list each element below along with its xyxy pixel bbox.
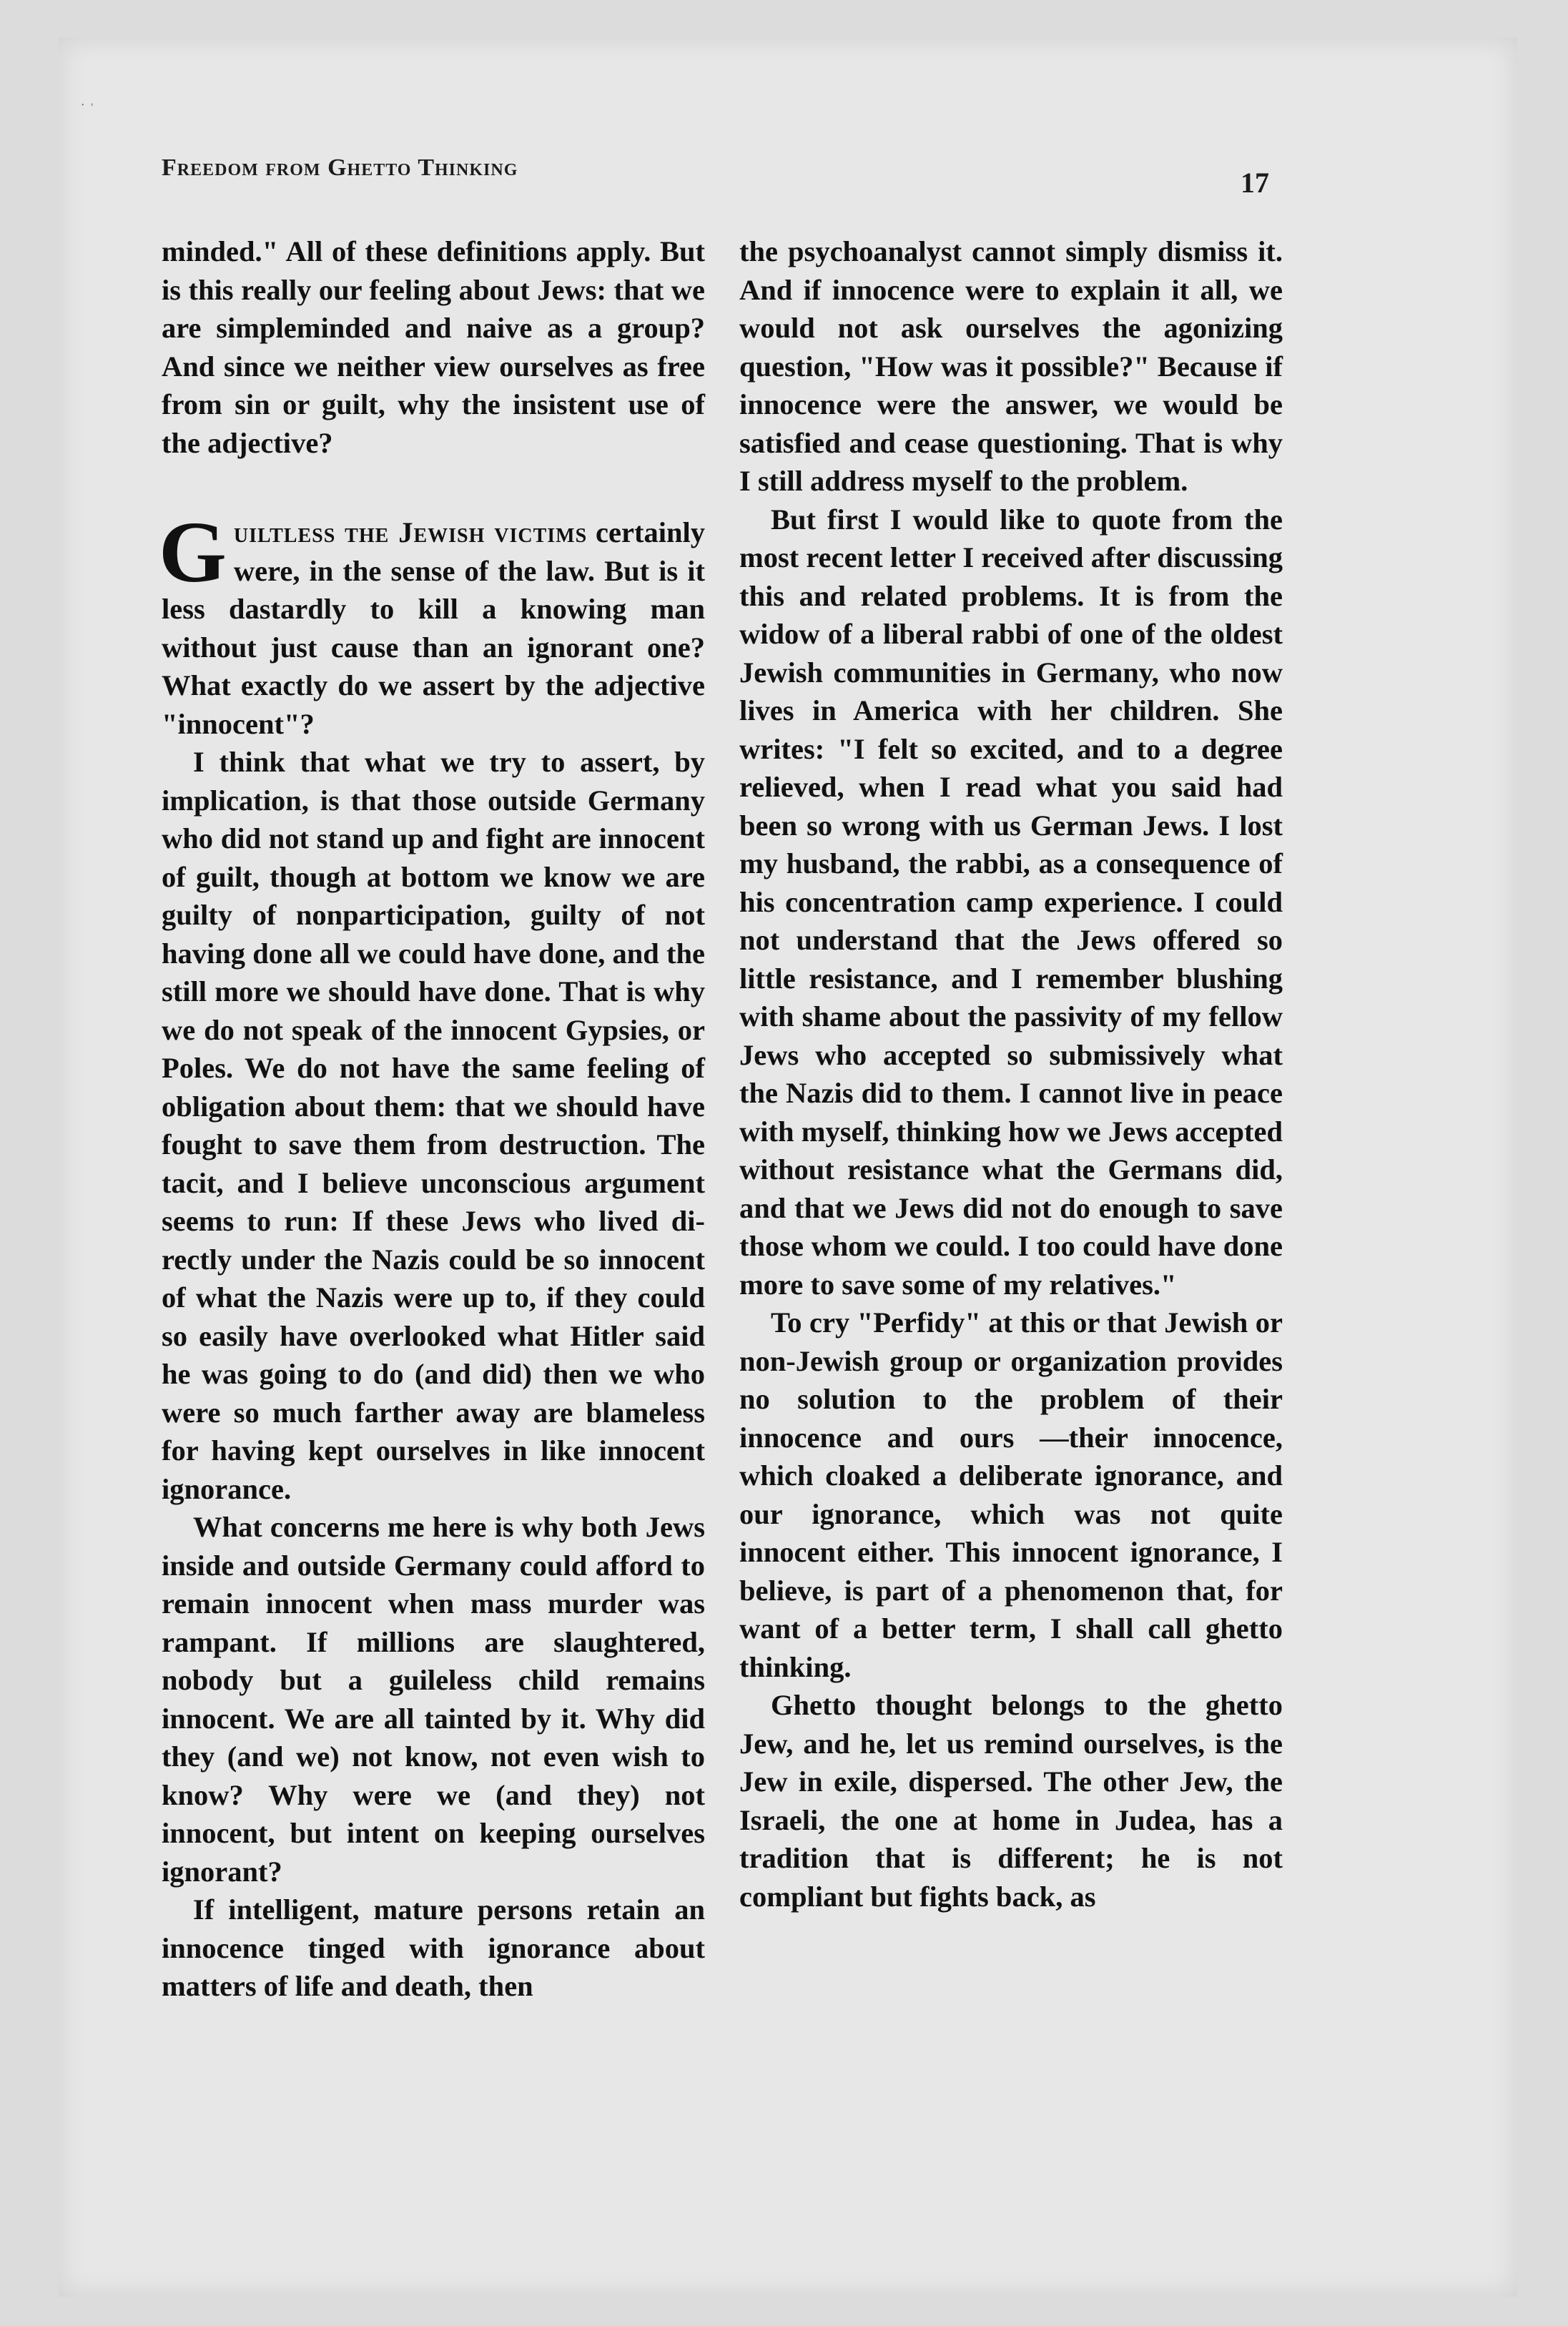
- right-column: [739, 232, 1283, 1916]
- section-text: certainly were, in the sense of the law. But is it less dastardly to kill a knowing man without just cause than an ignorant one? What exactly do we assert by the adjective "innocent"?: [162, 516, 705, 740]
- scan-smudge: ˙ ˈ: [80, 100, 95, 118]
- drop-cap: G: [159, 504, 227, 601]
- section-paragraph: [159, 504, 705, 743]
- left-column: [159, 232, 705, 2006]
- paragraph: If intelligent, mature persons retain an innocence tinged with ignorance about matters of life and death, then: [162, 1893, 705, 2002]
- paragraph: What concerns me here is why both Jews inside and outside Germany could afford to remain innocent when mass murder was rampant. If millions are slaughtered, nobody but a guileless child remains innocent. We are all tainted by it. Why did they (and we) not know, not even wish to know? Why were we (and they) not innocent, but intent on keeping ourselves ignorant?: [162, 1511, 705, 1888]
- paragraph: But first I would like to quote from the most recent letter I received after discussing this and related problems. It is from the widow of a liberal rabbi of one of the oldest Jewish communities in Germany, who now lives in America with her children. She writes: "I felt so excited, and to a degree relieved, when I read what you said had been so wrong with us German Jews. I lost my husband, the rabbi, as a consequence of his concentration camp experience. I could not understand that the Jews offered so little resistance, and I remember blushing with shame about the passivity of my fellow Jews who accepted so submissively what the Nazis did to them. I cannot live in peace with myself, thinking how we Jews accepted without resistance what the Germans did, and that we Jews did not do enough to save those whom we could. I too could have done more to save some of my relatives.": [739, 503, 1283, 1301]
- paragraph: minded." All of these definitions apply. But is this really our feeling about Jews: that we are simpleminded and naive as a group? And since we neither view ourselves as free from sin or guilt, why the insistent use of the adjective?: [162, 235, 705, 459]
- running-head: Freedom from Ghetto Thinking: [162, 154, 518, 181]
- paragraph: To cry "Perfidy" at this or that Jewish or non-Jewish group or organization provides no solution to the problem of their innocence and ours —their innocence, which cloaked a deliberate ignorance, and our ignorance, which was not quite innocent either. This innocent ignorance, I believe, is part of a phenomenon that, for want of a better term, I shall call ghetto thinking.: [739, 1306, 1283, 1683]
- small-caps-lead: uiltless the Jewish victims: [233, 516, 588, 548]
- page-number: 17: [1241, 167, 1269, 199]
- paragraph: I think that what we try to assert, by implication, is that those outside Germany who did not stand up and fight are innocent of guilt, though at bottom we know we are guilty of nonparticipation, guilty of not having done all we could have done, and the still more we should have done. That is why we do not speak of the innocent Gypsies, or Poles. We do not have the same feeling of obligation about them: that we should have fought to save them from destruction. The tacit, and I believe unconscious argument seems to run: If these Jews who lived directly under the Nazis could be so innocent of what the Nazis were up to, if they could so easily have overlooked what Hitler said he was going to do (and did) then we who were so much farther away are blameless for having kept ourselves in like innocent ignorance.: [162, 746, 705, 1505]
- paragraph: the psychoanalyst cannot simply dismiss it. And if innocence were to explain it all, we would not ask ourselves the agonizing question, "How was it possible?" Because if innocence were the answer, we would be satisfied and cease questioning. That is why I still address myself to the problem.: [739, 235, 1283, 497]
- paragraph: Ghetto thought belongs to the ghetto Jew, and he, let us remind ourselves, is the Jew in exile, dispersed. The other Jew, the Israeli, the one at home in Judea, has a tradition that is different; he is not compliant but fights back, as: [739, 1689, 1283, 1913]
